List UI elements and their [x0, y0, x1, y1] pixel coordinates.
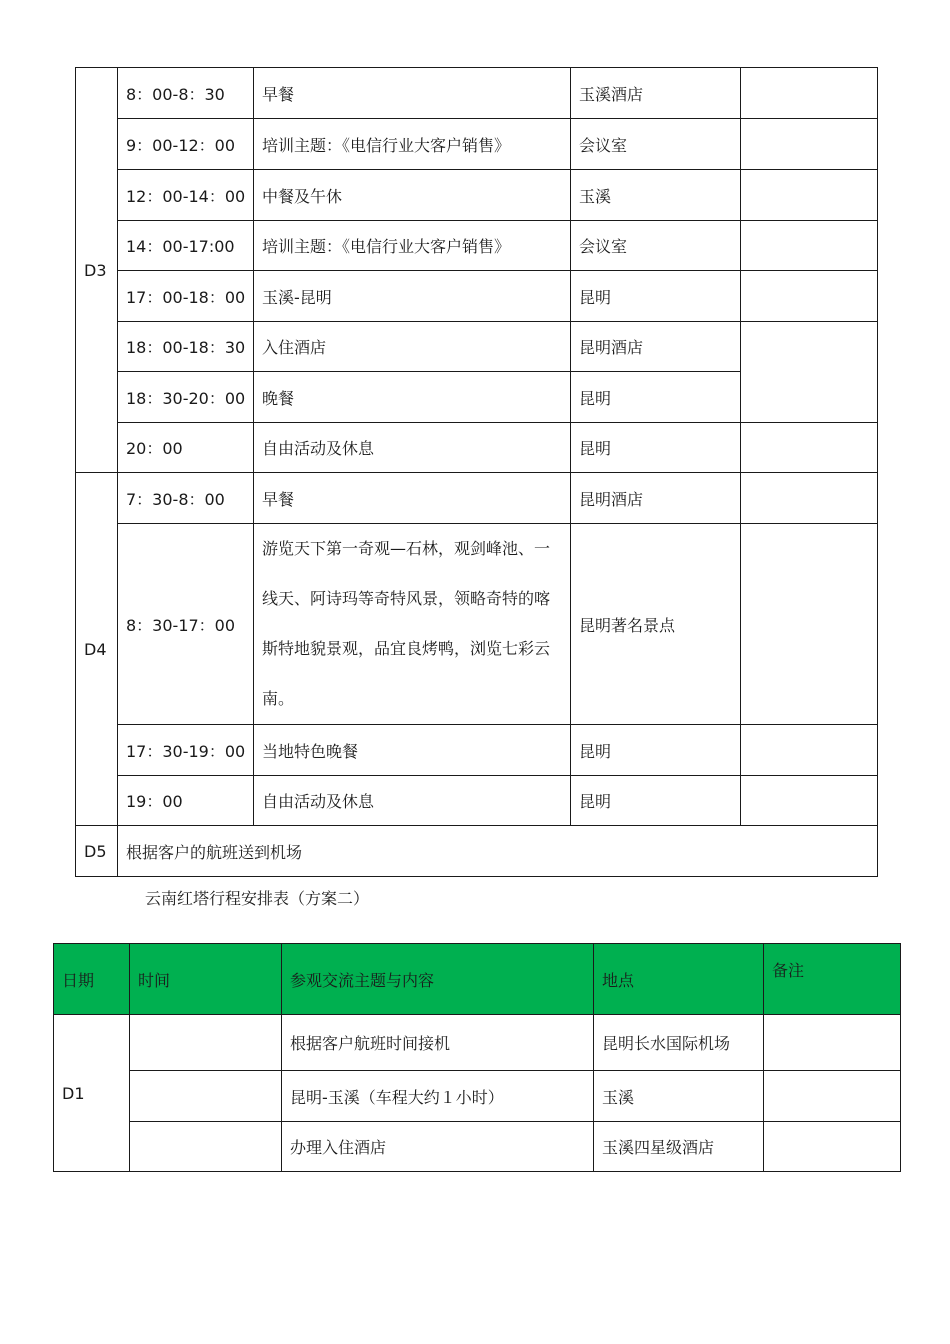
table-row [76, 68, 878, 119]
table-row [76, 271, 878, 322]
time-cell [130, 1071, 282, 1122]
day-cell: D4 [76, 473, 118, 826]
time-cell: 8：00-8：30 [118, 68, 254, 119]
content-cell: 早餐 [254, 473, 571, 524]
table-row [76, 776, 878, 826]
header-note: 备注 [764, 944, 901, 1015]
content-cell: 中餐及午休 [254, 170, 571, 221]
table-row [76, 473, 878, 524]
note-cell [764, 1015, 901, 1071]
time-cell: 19：00 [118, 776, 254, 826]
itinerary-table-1 [75, 67, 878, 877]
table-header-row [54, 944, 901, 1015]
content-cell: 入住酒店 [254, 322, 571, 372]
note-cell [741, 776, 878, 826]
place-cell: 昆明酒店 [571, 322, 741, 372]
time-cell: 9：00-12：00 [118, 119, 254, 170]
content-cell: 玉溪-昆明 [254, 271, 571, 322]
place-cell: 昆明长水国际机场 [594, 1015, 764, 1071]
time-cell: 7：30-8：00 [118, 473, 254, 524]
time-cell: 20：00 [118, 423, 254, 473]
header-time: 时间 [130, 944, 282, 1015]
content-cell: 游览天下第一奇观—石林，观剑峰池、一线天、阿诗玛等奇特风景，领略奇特的喀斯特地貌景观，品宜良烤鸭，浏览七彩云南。 [254, 524, 571, 725]
itinerary-table-2 [53, 943, 901, 1172]
note-cell [741, 119, 878, 170]
place-cell: 玉溪 [594, 1071, 764, 1122]
time-cell: 18：00-18：30 [118, 322, 254, 372]
content-cell: 培训主题：《电信行业大客户销售》 [254, 119, 571, 170]
note-cell [741, 271, 878, 322]
content-cell: 根据客户的航班送到机场 [118, 826, 878, 877]
table-row [76, 322, 878, 372]
note-cell [741, 68, 878, 119]
place-cell: 昆明酒店 [571, 473, 741, 524]
note-cell [741, 423, 878, 473]
table-row [54, 1015, 901, 1071]
table-row [76, 119, 878, 170]
table-row [76, 170, 878, 221]
day-cell: D3 [76, 68, 118, 473]
content-cell: 自由活动及休息 [254, 776, 571, 826]
content-cell: 培训主题：《电信行业大客户销售》 [254, 221, 571, 271]
time-cell: 18：30-20：00 [118, 372, 254, 423]
place-cell: 会议室 [571, 119, 741, 170]
place-cell: 玉溪 [571, 170, 741, 221]
place-cell: 玉溪四星级酒店 [594, 1122, 764, 1172]
header-content: 参观交流主题与内容 [282, 944, 594, 1015]
header-date: 日期 [54, 944, 130, 1015]
header-place: 地点 [594, 944, 764, 1015]
table-row [76, 725, 878, 776]
note-cell [764, 1071, 901, 1122]
content-cell: 自由活动及休息 [254, 423, 571, 473]
time-cell: 17：00-18：00 [118, 271, 254, 322]
time-cell [130, 1015, 282, 1071]
content-cell: 晚餐 [254, 372, 571, 423]
table-row [76, 826, 878, 877]
day-cell: D5 [76, 826, 118, 877]
content-cell: 根据客户航班时间接机 [282, 1015, 594, 1071]
content-cell: 当地特色晚餐 [254, 725, 571, 776]
place-cell: 昆明 [571, 271, 741, 322]
table-row [54, 1122, 901, 1172]
table-row [76, 423, 878, 473]
place-cell: 昆明 [571, 423, 741, 473]
content-cell: 办理入住酒店 [282, 1122, 594, 1172]
note-cell [741, 170, 878, 221]
place-cell: 玉溪酒店 [571, 68, 741, 119]
table-row [76, 221, 878, 271]
place-cell: 昆明著名景点 [571, 524, 741, 725]
time-cell [130, 1122, 282, 1172]
time-cell: 8：30-17：00 [118, 524, 254, 725]
place-cell: 昆明 [571, 776, 741, 826]
note-cell [741, 725, 878, 776]
note-cell [741, 221, 878, 271]
time-cell: 17：30-19：00 [118, 725, 254, 776]
time-cell: 12：00-14：00 [118, 170, 254, 221]
note-cell [764, 1122, 901, 1172]
day-cell: D1 [54, 1015, 130, 1172]
content-cell: 昆明-玉溪（车程大约１小时） [282, 1071, 594, 1122]
time-cell: 14：00-17:00 [118, 221, 254, 271]
place-cell: 昆明 [571, 725, 741, 776]
place-cell: 会议室 [571, 221, 741, 271]
note-cell [741, 524, 878, 725]
place-cell: 昆明 [571, 372, 741, 423]
table-caption: 云南红塔行程安排表（方案二） [145, 889, 370, 908]
note-cell [741, 322, 878, 423]
table-row [54, 1071, 901, 1122]
note-cell [741, 473, 878, 524]
table-row [76, 524, 878, 725]
content-cell: 早餐 [254, 68, 571, 119]
